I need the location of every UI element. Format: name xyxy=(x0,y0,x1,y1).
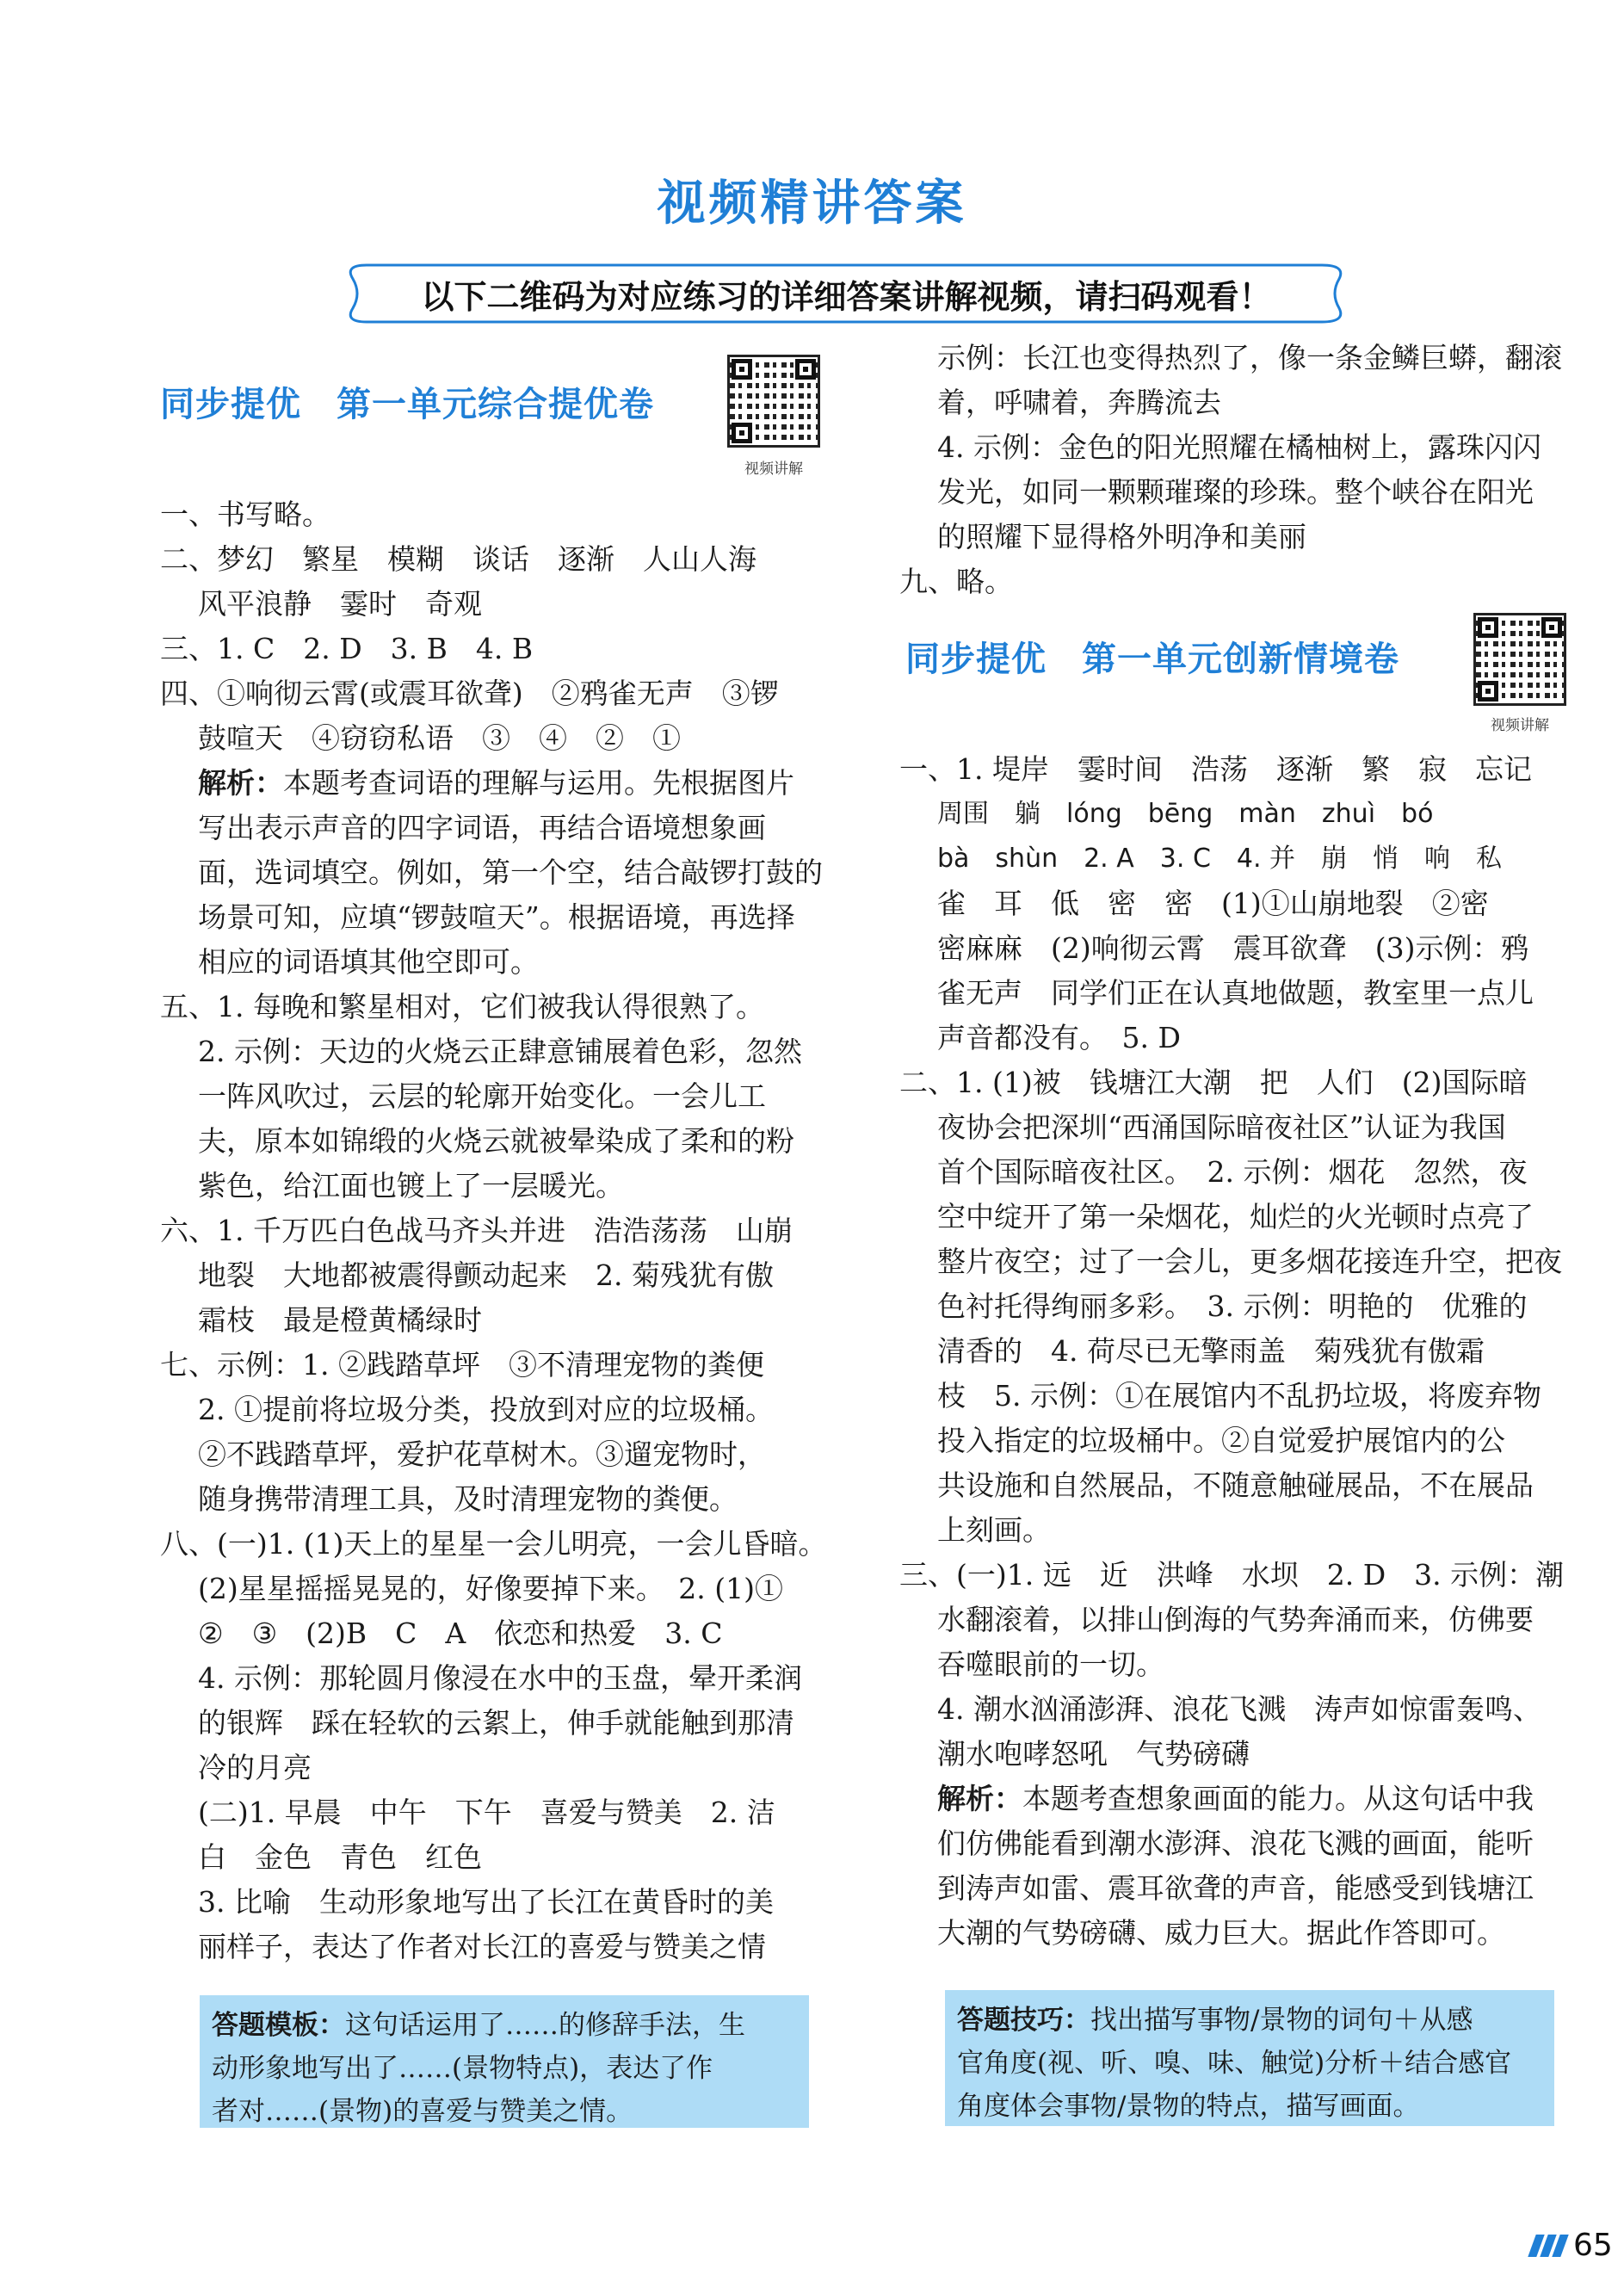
answer-line: 白 金色 青色 红色 xyxy=(198,1840,482,1874)
qr-caption-right: 视频讲解 xyxy=(1491,717,1549,734)
answer-line: 夫，原本如锦缎的火烧云就被晕染成了柔和的粉 xyxy=(198,1124,794,1158)
answer-line: 九、略。 xyxy=(899,565,1013,598)
answer-line: 上刻画。 xyxy=(937,1513,1051,1547)
page-title: 视频精讲答案 xyxy=(657,176,967,232)
qr-caption-left: 视频讲解 xyxy=(744,461,803,478)
answer-line: 冷的月亮 xyxy=(198,1751,312,1784)
answer-line: 周围 躺 lóng bēng màn zhuì bó xyxy=(937,799,1434,829)
answer-line: 雀 耳 低 密 密 (1)①山崩地裂 ②密 xyxy=(937,887,1489,920)
banner-text: 以下二维码为对应练习的详细答案讲解视频，请扫码观看！ xyxy=(421,277,1272,316)
answer-line: 色衬托得绚丽多彩。 3. 示例：明艳的 优雅的 xyxy=(937,1289,1528,1323)
answer-line: 4. 示例：那轮圆月像浸在水中的玉盘，晕开柔润 xyxy=(198,1661,802,1695)
box-line: 动形象地写出了……(景物特点)，表达了作 xyxy=(212,2053,713,2084)
page-number-block xyxy=(1532,2228,1613,2263)
answer-line: bà shùn 2. A 3. C 4. 并 崩 悄 响 私 xyxy=(937,844,1503,874)
answer-line: 空中绽开了第一朵烟花，灿烂的火光顿时点亮了 xyxy=(937,1200,1534,1233)
answer-line: 着，呼啸着，奔腾流去 xyxy=(937,386,1221,419)
answer-line: 示例：长江也变得热烈了，像一条金鳞巨蟒，翻滚 xyxy=(937,341,1562,374)
answer-template-box xyxy=(200,1995,809,2128)
page-number: 65 xyxy=(1573,2228,1613,2263)
answer-line: 2. ①提前将垃圾分类，投放到对应的垃圾桶。 xyxy=(198,1393,774,1426)
analysis-line: 解析：本题考查想象画面的能力。从这句话中我 xyxy=(937,1782,1534,1815)
answer-line: 一、书写略。 xyxy=(160,498,330,531)
box-line: 找出描写事物/景物的词句＋从感 xyxy=(1090,2005,1473,2036)
answer-line: 一阵风吹过，云层的轮廓开始变化。一会儿工 xyxy=(198,1079,766,1113)
answer-line: 枝 5. 示例：①在展馆内不乱扔垃圾，将废弃物 xyxy=(937,1379,1541,1413)
answer-line: 五、1. 每晚和繁星相对，它们被我认得很熟了。 xyxy=(160,990,764,1023)
answer-line: 三、1. C 2. D 3. B 4. B xyxy=(160,632,534,665)
right-continuation xyxy=(899,336,1579,604)
box-line: 这句话运用了……的修辞手法，生 xyxy=(345,2010,745,2041)
right-answer-column xyxy=(899,747,1579,1956)
answer-line: 4. 示例：金色的阳光照耀在橘柚树上，露珠闪闪 xyxy=(937,430,1541,464)
box-label: 答题技巧： xyxy=(957,2005,1090,2036)
answer-line: 整片夜空；过了一会儿，更多烟花接连升空，把夜 xyxy=(937,1245,1562,1278)
answer-line: 潮水咆哮怒吼 气势磅礴 xyxy=(937,1737,1250,1771)
answer-line: 的银辉 踩在轻软的云絮上，伸手就能触到那清 xyxy=(198,1706,794,1740)
answer-line: 水翻滚着，以排山倒海的气势奔涌而来，仿佛要 xyxy=(937,1603,1534,1636)
answer-line: 夜协会把深圳“西涌国际暗夜社区”认证为我国 xyxy=(937,1110,1506,1144)
answer-line: 投入指定的垃圾桶中。②自觉爱护展馆内的公 xyxy=(937,1424,1505,1457)
answer-line: 密麻麻 (2)响彻云霄 震耳欲聋 (3)示例：鸦 xyxy=(937,931,1529,965)
answer-line: 六、1. 千万匹白色战马齐头并进 浩浩荡荡 山崩 xyxy=(160,1214,793,1247)
answer-line: 共设施和自然展品，不随意触碰展品，不在展品 xyxy=(937,1468,1534,1502)
answer-line: ② ③ (2)B C A 依恋和热爱 3. C xyxy=(198,1617,723,1650)
answer-tip-box xyxy=(945,1990,1554,2126)
answer-line: 2. 示例：天边的火烧云正肆意铺展着色彩，忽然 xyxy=(198,1035,802,1068)
answer-line: 声音都没有。 5. D xyxy=(937,1021,1181,1054)
analysis-label: 解析： xyxy=(198,766,283,800)
left-section-title: 同步提优 第一单元综合提优卷 xyxy=(160,385,654,424)
answer-line: (2)星星摇摇晃晃的，好像要掉下来。 2. (1)① xyxy=(198,1572,783,1605)
answer-line: 八、(一)1. (1)天上的星星一会儿明亮，一会儿昏暗。 xyxy=(160,1527,827,1561)
instruction-banner xyxy=(341,260,1352,327)
right-section-title: 同步提优 第一单元创新情境卷 xyxy=(905,640,1399,679)
answer-line: (二)1. 早晨 中午 下午 喜爱与赞美 2. 洁 xyxy=(198,1796,775,1829)
box-line: 角度体会事物/景物的特点，描写画面。 xyxy=(957,2091,1420,2122)
analysis-line: 写出表示声音的四字词语，再结合语境想象画 xyxy=(198,811,766,844)
answer-line: 四、①响彻云霄(或震耳欲聋) ②鸦雀无声 ③锣 xyxy=(160,677,779,710)
answer-line: 七、示例：1. ②践踏草坪 ③不清理宠物的粪便 xyxy=(160,1348,764,1382)
answer-line: 发光，如同一颗颗璀璨的珍珠。整个峡谷在阳光 xyxy=(937,475,1534,509)
analysis-line: 面，选词填空。例如，第一个空，结合敲锣打鼓的 xyxy=(198,856,823,889)
answer-line: 吞噬眼前的一切。 xyxy=(937,1648,1164,1681)
answer-line: 三、(一)1. 远 近 洪峰 水坝 2. D 3. 示例：潮 xyxy=(899,1558,1565,1592)
answer-line: 雀无声 同学们正在认真地做题，教室里一点儿 xyxy=(937,976,1534,1010)
answer-line: 风平浪静 霎时 奇观 xyxy=(198,587,482,621)
answer-line: 二、梦幻 繁星 模糊 谈话 逐渐 人山人海 xyxy=(160,542,756,576)
answer-line: 二、1. (1)被 钱塘江大潮 把 人们 (2)国际暗 xyxy=(899,1066,1528,1099)
answer-line: 霜枝 最是橙黄橘绿时 xyxy=(198,1303,482,1337)
answer-line: 紫色，给江面也镀上了一层暖光。 xyxy=(198,1169,624,1202)
analysis-label: 解析： xyxy=(937,1782,1022,1815)
analysis-line: 大潮的气势磅礴、威力巨大。据此作答即可。 xyxy=(937,1916,1505,1950)
answer-line: 4. 潮水汹涌澎湃、浪花飞溅 涛声如惊雷轰鸣、 xyxy=(937,1692,1541,1726)
answer-line: 随身携带清理工具，及时清理宠物的粪便。 xyxy=(198,1482,738,1516)
answer-line: 3. 比喻 生动形象地写出了长江在黄昏时的美 xyxy=(198,1885,774,1919)
box-line: 者对……(景物)的喜爱与赞美之情。 xyxy=(212,2096,633,2127)
box-line: 官角度(视、听、嗅、味、触觉)分析＋结合感官 xyxy=(957,2048,1512,2079)
answer-line: 的照耀下显得格外明净和美丽 xyxy=(937,520,1306,553)
left-answer-column xyxy=(160,492,827,1969)
analysis-line: 解析：本题考查词语的理解与运用。先根据图片 xyxy=(198,766,794,800)
analysis-line: 场景可知，应填“锣鼓喧天”。根据语境，再选择 xyxy=(198,900,795,934)
answer-line: 鼓喧天 ④窃窃私语 ③ ④ ② ① xyxy=(198,721,681,755)
analysis-line: 相应的词语填其他空即可。 xyxy=(198,945,539,979)
answer-line: 丽样子，表达了作者对长江的喜爱与赞美之情 xyxy=(198,1930,766,1963)
answer-line: 首个国际暗夜社区。 2. 示例：烟花 忽然，夜 xyxy=(937,1155,1528,1189)
answer-line: ②不践踏草坪，爱护花草树木。③遛宠物时， xyxy=(198,1437,766,1471)
answer-line: 清香的 4. 荷尽已无擎雨盖 菊残犹有傲霜 xyxy=(937,1334,1485,1368)
box-label: 答题模板： xyxy=(212,2010,345,2041)
answer-line: 地裂 大地都被震得颤动起来 2. 菊残犹有傲 xyxy=(198,1258,774,1292)
analysis-line: 们仿佛能看到潮水澎湃、浪花飞溅的画面，能听 xyxy=(937,1827,1534,1860)
qr-code-left[interactable] xyxy=(727,355,820,448)
analysis-line: 到涛声如雷、震耳欲聋的声音，能感受到钱塘江 xyxy=(937,1871,1534,1905)
qr-code-right[interactable] xyxy=(1473,613,1566,706)
answer-line: 一、1. 堤岸 霎时间 浩荡 逐渐 繁 寂 忘记 xyxy=(899,752,1532,786)
